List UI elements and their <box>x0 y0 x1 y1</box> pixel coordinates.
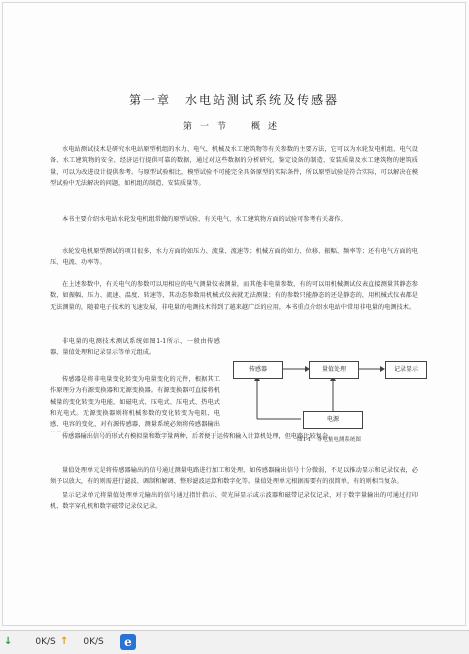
download-status-bar <box>0 630 469 654</box>
browser-icon[interactable]: e <box>120 634 136 650</box>
paragraph: 量值处理单元是将传感器输出的信号通过测量电路进行加工和处理，如传感器输出信号十分微弱，不足以推动显示和记录仪表，必须予以放大，有的则需进行滤波、调制和解调、整形滤波运算和数字化等。量值处理单元根据需要有的很简单，有的则相当复杂。 <box>50 467 418 486</box>
section-title: 第一节 概述 <box>182 122 285 132</box>
upload-arrow-icon: ↑ <box>60 636 69 647</box>
download-speed: 0K/S <box>35 636 56 647</box>
paragraph: 传感器输出信号的形式有模拟量和数字量两种，后者便于运传和输入计算机处理，但电路比较复杂。 <box>62 433 335 440</box>
figure-caption: 图1-1 非电量电测系统图 <box>297 437 361 443</box>
display-record-box: 记录显示 <box>385 361 427 379</box>
processing-box: 量值处理 <box>309 361 359 379</box>
upload-speed: 0K/S <box>83 636 104 647</box>
paragraph: 在上述参数中，有关电气的参数可以用相应的电气测量仪表测量，而其他非电量参数，有的可以用机械测试仪表直接测量其静态参数，如振幅、压力、流速、温度、转速等，其动态参数用机械式仪表就无法测量；有的参数只能静态的还是静态的，用机械式仪表都是无法测量的，随着电子技术的飞速发展，非电量的电测技术得到了越来越广泛的应用，本书重点介绍水电站中常用非电量的电测技术。 <box>50 281 418 311</box>
paragraph: 传感器是将非电量变化转变为电量变化的元件，根据其工作原理分为有源变换器和无源变换器。有源变换器可直接将机械量的变化转变为电能，如磁电式、压电式、压电式、热电式和光电式。无源变换器则将机械参数的变化转变为电阻、电感、电容的变化，对有源传感器，测量系统必须将传感器输出 <box>50 376 220 429</box>
upload-speed-indicator[interactable] <box>60 636 104 647</box>
power-supply-box: 电源 <box>303 411 363 429</box>
sensor-box: 传感器 <box>233 361 283 379</box>
paragraph: 非电量的电测技术测试系统如图1-1所示，一般由传感器、量值处理和记录显示等单元组成。 <box>50 338 220 357</box>
paragraph: 水轮发电机原型测试的项目很多，水力方面的如压力、流量、流速等；机械方面的如力、位移、振幅、频率等；还有电气方面的电压、电流、功率等。 <box>50 248 418 267</box>
download-speed-indicator[interactable] <box>4 636 56 647</box>
download-arrow-icon: ↓ <box>4 636 13 647</box>
paragraph: 水电站测试技术是研究水电站原型机组的水力、电气、机械及水工建筑物等有关参数的主要方法，它可以为水轮发电机组、电气设备、水工建筑物的安全、经济运行提供可靠的数据，通过对这些数据的分析研究，鉴定设备的制造、安装质量及水工建筑物的建筑质量，可以为改进设计提供参考。与原型试验相比，模型试验不可能完全具备原型的实际条件，所以原型试验是符合实际，可以解决在模型试验中无法解决的问题，如机组的制造、安装质量等。 <box>50 146 418 187</box>
paragraph: 显示记录单元将量值处理单元输出的信号通过指针指示、荧光屏显示或示波器和磁带记录仪记录，对于数字量输出的可通过打印机、数字穿孔机和数字磁带记录仪记录。 <box>50 492 418 511</box>
measurement-system-diagram <box>231 357 427 431</box>
paragraph: 本书主要介绍水电站水轮发电机组常做的原型试验、有关电气、水工建筑物方面的试验可参考有关著作。 <box>62 216 347 223</box>
chapter-title: 第一章 水电站测试系统及传感器 <box>128 93 339 107</box>
document-page <box>2 2 466 626</box>
